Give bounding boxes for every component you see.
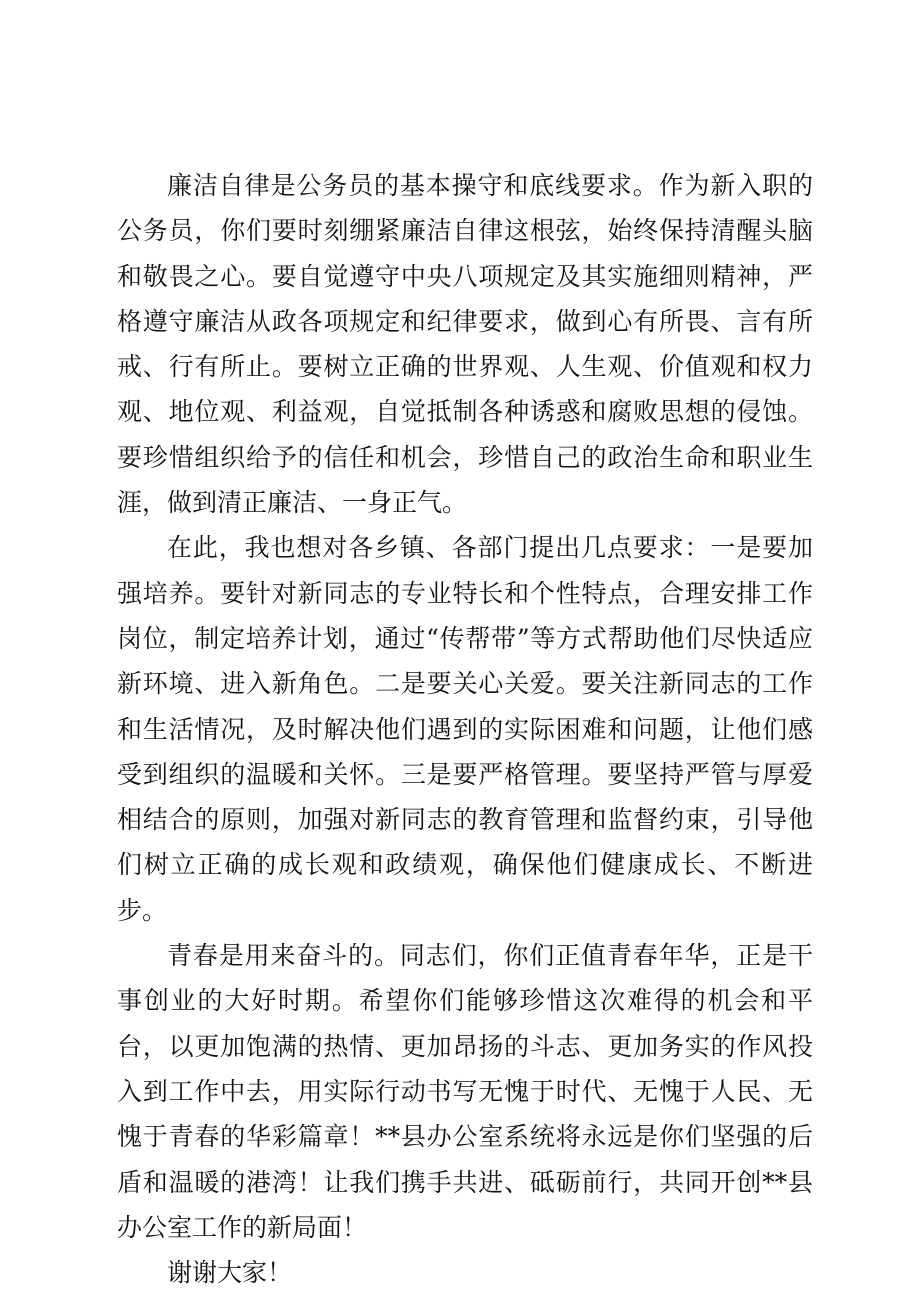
paragraph-thanks: 谢谢大家！ (167, 1258, 293, 1288)
paragraph-requirements: 在此，我也想对各乡镇、各部门提出几点要求：一是要加强培养。要针对新同志的专业特长和个性特点，合理安排工作岗位，制定培养计划，通过“传帮带”等方式帮助他们尽快适应新环境、进入新角色。二是要关心关爱。要关注新同志的工作和生活情况，及时解决他们遇到的实际困难和问题，让他们感受到组织的温暖和关怀。三是要严格管理。要坚持严管与厚爱相结合的原则，加强对新同志的教育管理和监督约束，引导他们树立正确的成长观和政绩观，确保他们健康成长、不断进步。 (117, 533, 813, 925)
document-body (117, 163, 813, 1295)
paragraph-integrity: 廉洁自律是公务员的基本操守和底线要求。作为新入职的公务员，你们要时刻绷紧廉洁自律这根弦，始终保持清醒头脑和敬畏之心。要自觉遵守中央八项规定及其实施细则精神，严格遵守廉洁从政各项规定和纪律要求，做到心有所畏、言有所戒、行有所止。要树立正确的世界观、人生观、价值观和权力观、地位观、利益观，自觉抵制各种诱惑和腐败思想的侵蚀。要珍惜组织给予的信任和机会，珍惜自己的政治生命和职业生涯，做到清正廉洁、一身正气。 (117, 171, 813, 518)
paragraph-youth: 青春是用来奋斗的。同志们，你们正值青春年华，正是干事创业的大好时期。希望你们能够珍惜这次难得的机会和平台，以更加饱满的热情、更加昂扬的斗志、更加务实的作风投入到工作中去，用实际行动书写无愧于时代、无愧于人民、无愧于青春的华彩篇章！**县办公室系统将永远是你们坚强的后盾和温暖的港湾！让我们携手共进、砥砺前行，共同开创**县办公室工作的新局面！ (117, 941, 813, 1242)
